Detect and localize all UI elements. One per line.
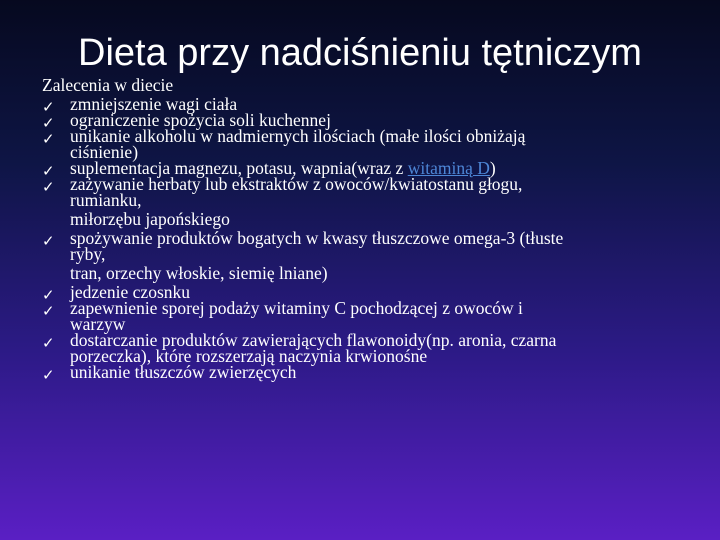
list-heading: Zalecenia w diecie	[42, 75, 174, 95]
list-item	[42, 362, 702, 384]
list-item	[42, 332, 702, 364]
list-item	[42, 230, 702, 284]
check-icon: ✓	[42, 178, 55, 196]
item-text: zażywanie herbaty lub ekstraktów z owoców/kwiatostanu głogu,	[70, 174, 523, 194]
item-text: warzyw	[70, 314, 126, 334]
check-icon: ✓	[42, 334, 55, 352]
item-text: ryby,	[70, 244, 106, 264]
recommendations-list	[42, 94, 702, 384]
item-text: miłorzębu japońskiego	[70, 209, 230, 229]
list-item	[42, 300, 702, 332]
item-text: unikanie alkoholu w nadmiernych ilościach (małe ilości obniżają	[70, 126, 526, 146]
item-text: zapewnienie sporej podaży witaminy C pochodzącej z owoców i	[70, 298, 523, 318]
check-icon: ✓	[42, 114, 55, 132]
check-icon: ✓	[42, 366, 55, 384]
item-text: dostarczanie produktów zawierających flawonoidy(np. aronia, czarna	[70, 330, 557, 350]
item-text: unikanie tłuszczów zwierzęcych	[70, 362, 297, 382]
check-icon: ✓	[42, 98, 55, 116]
item-text: jedzenie czosnku	[70, 282, 191, 302]
check-icon: ✓	[42, 302, 55, 320]
item-text-end: )	[489, 158, 496, 178]
item-text: zmniejszenie wagi ciała	[70, 94, 238, 114]
item-text: rumianku,	[70, 190, 142, 210]
check-icon: ✓	[42, 286, 55, 304]
item-text: ciśnienie)	[70, 142, 139, 162]
slide-content	[42, 74, 702, 384]
item-text: ograniczenie spożycia soli kuchennej	[70, 110, 331, 130]
vitamin-d-link[interactable]: witaminą D	[407, 158, 490, 178]
item-text: porzeczka), które rozszerzają naczynia krwionośne	[70, 346, 428, 366]
check-icon: ✓	[42, 130, 55, 148]
list-item	[42, 176, 702, 230]
check-icon: ✓	[42, 162, 55, 180]
slide-title: Dieta przy nadciśnieniu tętniczym	[78, 32, 642, 74]
item-text: tran, orzechy włoskie, siemię lniane)	[70, 263, 328, 283]
item-text: spożywanie produktów bogatych w kwasy tłuszczowe omega-3 (tłuste	[70, 228, 564, 248]
check-icon: ✓	[42, 232, 55, 250]
item-text-start: suplementacja magnezu, potasu, wapnia(wraz z	[70, 158, 408, 178]
list-item	[42, 128, 702, 160]
